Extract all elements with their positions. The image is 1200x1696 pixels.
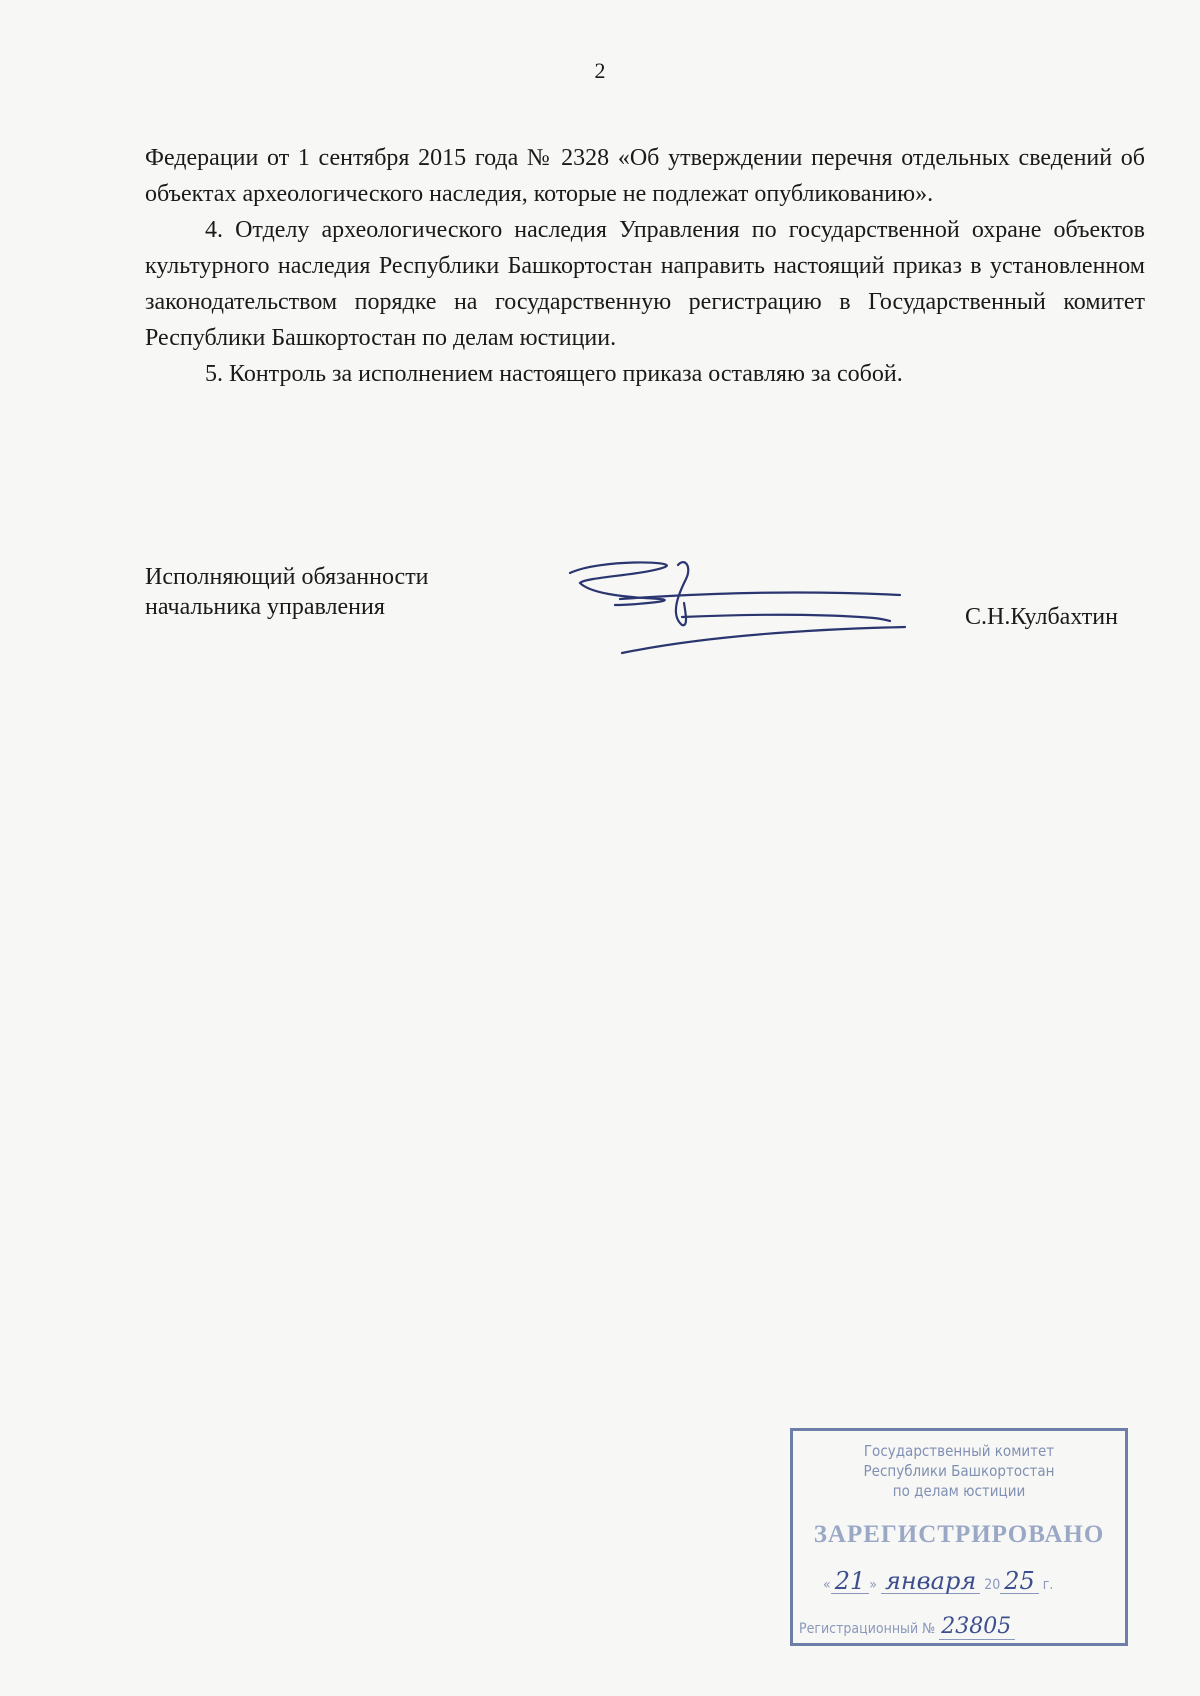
signatory-title	[145, 562, 429, 622]
handwritten-signature	[560, 555, 960, 665]
stamp-date	[823, 1567, 1053, 1595]
stamp-org-line3: по делам юстиции	[892, 1482, 1026, 1500]
stamp-org-line1: Государственный комитет	[863, 1442, 1055, 1460]
stamp-year-suffix: 25	[1004, 1567, 1035, 1595]
paragraph-item-4: 4. Отделу археологического наследия Управления по государственной охране объектов культурного наследия Республики Башкортостан направить настоящий приказ в установленном законодательством порядке на государственную регистрацию в Государственный комитет Республики Башкортостан по делам юстиции.	[145, 217, 1145, 351]
stamp-registered-mark: ЗАРЕГИСТРИРОВАНО	[813, 1521, 1105, 1548]
stamp-reg-label: Регистрационный №	[799, 1621, 936, 1637]
registration-stamp	[790, 1428, 1128, 1646]
stamp-reg-number: 23805	[939, 1614, 1015, 1640]
page-number: 2	[594, 58, 606, 83]
signatory-name: С.Н.Кулбахтин	[965, 604, 1118, 630]
paragraph-item-5: 5. Контроль за исполнением настоящего приказа оставляю за собой.	[205, 361, 903, 387]
stamp-quote-close: »	[869, 1577, 877, 1593]
signatory-title-line2: начальника управления	[145, 594, 385, 620]
document-body	[145, 140, 1145, 392]
stamp-organization	[793, 1441, 1125, 1501]
stamp-year-unit: г.	[1042, 1577, 1054, 1593]
stamp-month: января	[884, 1567, 977, 1595]
signatory-title-line1: Исполняющий обязанности	[145, 564, 429, 590]
paragraph-continuation: Федерации от 1 сентября 2015 года № 2328 «Об утверждении перечня отдельных сведений об объектах археологического наследия, которые не подлежат опубликованию».	[145, 145, 1145, 207]
stamp-registration-number	[799, 1614, 1015, 1639]
stamp-year-prefix: 20	[984, 1577, 1001, 1593]
stamp-org-line2: Республики Башкортостан	[863, 1462, 1055, 1480]
stamp-day: 21	[834, 1567, 866, 1595]
stamp-quote-open: «	[823, 1577, 831, 1593]
